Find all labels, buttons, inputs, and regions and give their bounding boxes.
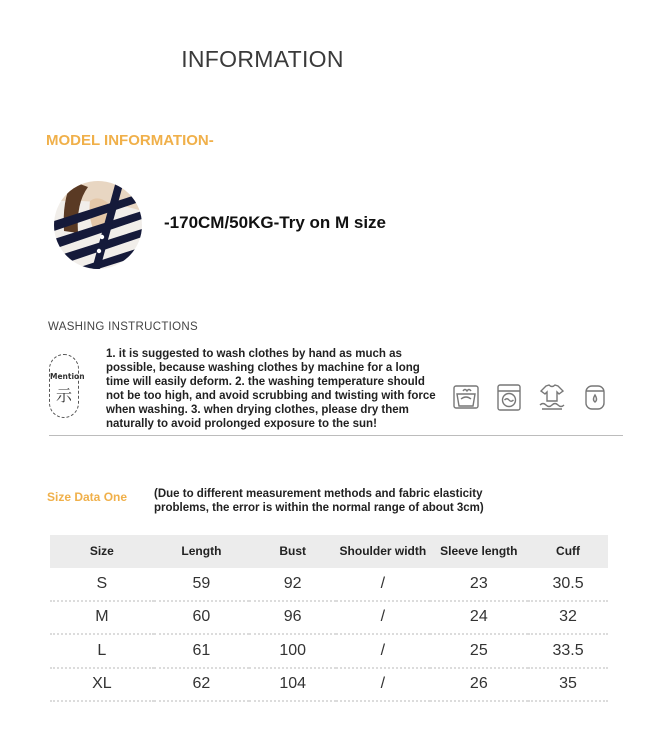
model-info-heading: MODEL INFORMATION- (46, 132, 214, 149)
model-photo (54, 181, 142, 269)
column-header: Size (50, 535, 154, 568)
table-row (50, 668, 608, 702)
table-cell: 33.5 (528, 634, 608, 668)
mention-badge (49, 354, 85, 418)
column-header: Sleeve length (430, 535, 529, 568)
table-cell: M (50, 601, 154, 635)
table-cell: 96 (249, 601, 336, 635)
hand-wash-icon (451, 382, 481, 412)
table-cell: 23 (430, 568, 529, 601)
size-note: (Due to different measurement methods and fabric elasticity problems, the error is within the normal range of about 3cm) (154, 488, 484, 514)
table-cell: / (336, 668, 429, 702)
mention-char: 示 (55, 386, 72, 405)
table-cell: 59 (154, 568, 249, 601)
page-title: INFORMATION (181, 46, 344, 72)
table-cell: 25 (430, 634, 529, 668)
column-header: Shoulder width (336, 535, 429, 568)
table-cell: 35 (528, 668, 608, 702)
shirt-water-icon (537, 382, 567, 412)
column-header: Length (154, 535, 249, 568)
table-cell: XL (50, 668, 154, 702)
table-cell: 26 (430, 668, 529, 702)
table-cell: 61 (154, 634, 249, 668)
table-cell: L (50, 634, 154, 668)
table-cell: 30.5 (528, 568, 608, 601)
washing-heading: WASHING INSTRUCTIONS (48, 321, 198, 333)
table-cell: / (336, 634, 429, 668)
divider (49, 435, 623, 436)
size-table (50, 535, 608, 702)
table-cell: 24 (430, 601, 529, 635)
drying-icon (580, 382, 610, 412)
table-cell: 104 (249, 668, 336, 702)
column-header: Cuff (528, 535, 608, 568)
table-cell: 62 (154, 668, 249, 702)
table-row (50, 634, 608, 668)
washing-text: 1. it is suggested to wash clothes by hand as much as possible, because washing clothes by machine for a long time will easily deform. 2. the washing temperature should not be too high, and avoid scrubbing and twisting with force when washing. 3. when drying clothes, please dry them naturally to avoid prolonged exposure to the sun! (106, 348, 436, 430)
table-row (50, 568, 608, 601)
table-cell: / (336, 601, 429, 635)
table-cell: 100 (249, 634, 336, 668)
table-cell: 32 (528, 601, 608, 635)
mention-label: Mention (50, 372, 85, 381)
table-cell: S (50, 568, 154, 601)
size-data-heading: Size Data One (47, 490, 128, 504)
table-cell: / (336, 568, 429, 601)
column-header: Bust (249, 535, 336, 568)
model-measurements: -170CM/50KG-Try on M size (164, 213, 387, 232)
table-header-row (50, 535, 608, 568)
table-cell: 60 (154, 601, 249, 635)
machine-wash-icon (494, 382, 524, 412)
table-row (50, 601, 608, 635)
table-cell: 92 (249, 568, 336, 601)
